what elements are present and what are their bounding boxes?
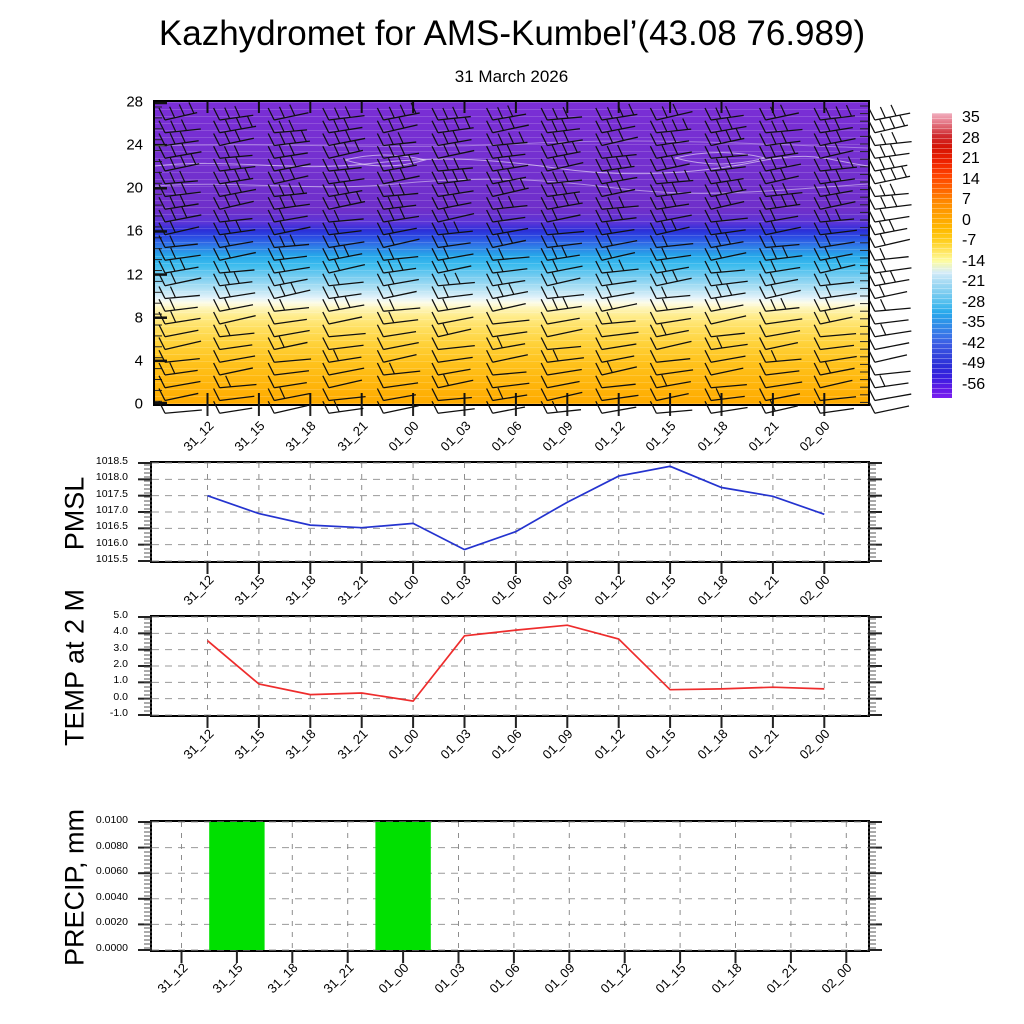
xlabel-precip: 01_03 [430, 960, 468, 997]
xlabel-pmsl: 01_00 [385, 572, 422, 609]
pmsl-axis-title: PMSL [59, 476, 90, 551]
xlabel-temp: 01_21 [745, 726, 782, 763]
temp-ytick-label: -1.0 [109, 707, 128, 719]
precip-ytick-label: 0.0060 [95, 865, 128, 878]
pmsl-ytick-label: 1017.0 [95, 504, 128, 516]
page-title: Kazhydromet for AMS-Kumbel’(43.08 76.989) [158, 14, 866, 53]
colorbar-tick-label: 21 [962, 150, 980, 168]
precip-plot [152, 822, 868, 950]
xlabel-contour: 01_18 [693, 418, 731, 455]
xlabel-precip: 01_00 [375, 960, 412, 997]
wind-barbs-layer [155, 102, 868, 404]
pmsl-ytick-label: 1017.5 [95, 487, 128, 500]
precip-ytick-label: 0.0020 [95, 916, 128, 929]
precip-ytick-label: 0.0000 [95, 942, 128, 954]
xlabel-contour: 31_21 [334, 418, 371, 455]
colorbar-tick-label: -7 [962, 232, 977, 250]
colorbar-tick-label: -42 [962, 334, 986, 352]
xlabel-contour: 01_03 [436, 418, 474, 455]
xlabel-pmsl: 01_21 [745, 572, 782, 609]
colorbar-tick-label: -56 [962, 375, 986, 393]
xlabel-temp: 01_00 [385, 726, 422, 763]
colorbar-tick-label: 14 [962, 170, 980, 188]
xlabel-temp: 01_12 [591, 726, 628, 763]
xlabel-contour: 01_09 [539, 418, 576, 455]
xlabel-pmsl: 01_06 [488, 572, 525, 609]
contour-ytick-label: 24 [126, 136, 143, 154]
xlabel-pmsl: 31_15 [231, 572, 268, 609]
pmsl-ytick-label: 1015.5 [95, 553, 128, 565]
precip-panel [150, 820, 870, 952]
temp-ytick-label: 3.0 [113, 641, 128, 654]
temp-ytick-label: 4.0 [113, 625, 128, 638]
xlabel-temp: 31_12 [179, 726, 217, 763]
precip-ytick-label: 0.0100 [95, 814, 128, 826]
xlabel-pmsl: 01_18 [693, 572, 731, 609]
xlabel-pmsl: 01_15 [642, 572, 679, 609]
xlabel-temp: 01_06 [488, 726, 525, 763]
xlabel-pmsl: 01_09 [539, 572, 576, 609]
temp-axis-title: TEMP at 2 M [59, 588, 90, 747]
contour-ytick-label: 4 [134, 352, 143, 370]
precip-bar [375, 822, 430, 950]
xlabel-pmsl: 31_18 [282, 572, 319, 609]
xlabel-contour: 01_00 [385, 418, 422, 455]
colorbar-tick-label: -49 [962, 355, 986, 373]
xlabel-contour: 31_15 [231, 418, 268, 455]
xlabel-precip: 01_15 [652, 960, 689, 997]
xlabel-contour: 31_12 [179, 418, 217, 455]
colorbar-gradient [932, 113, 952, 398]
contour-ytick-label: 16 [126, 222, 143, 240]
pmsl-ytick-label: 1016.0 [95, 536, 128, 549]
temp-ytick-label: 2.0 [113, 658, 128, 670]
contour-ytick-label: 0 [134, 395, 143, 413]
temp-ytick-label: 0.0 [113, 690, 128, 703]
contour-ytick-label: 8 [134, 309, 143, 327]
xlabel-temp: 31_15 [231, 726, 268, 763]
xlabel-precip: 01_09 [541, 960, 578, 997]
precip-ytick-label: 0.0040 [95, 890, 128, 903]
xlabel-contour: 01_15 [642, 418, 679, 455]
xlabel-precip: 31_15 [209, 960, 246, 997]
xlabel-pmsl: 01_03 [436, 572, 474, 609]
contour-ytick-label: 20 [126, 179, 143, 197]
xlabel-contour: 01_21 [745, 418, 782, 455]
temperature-height-contour-panel [153, 100, 870, 406]
precip-ytick-label: 0.0080 [95, 839, 128, 852]
precip-bar [209, 822, 264, 950]
chart-date-subtitle: 31 March 2026 [454, 67, 569, 86]
xlabel-pmsl: 31_21 [334, 572, 371, 609]
contour-ytick-label: 28 [126, 93, 143, 111]
xlabel-temp: 01_03 [436, 726, 474, 763]
precip-axis-title: PRECIP, mm [59, 808, 90, 967]
xlabel-pmsl: 31_12 [179, 572, 217, 609]
pmsl-ytick-label: 1018.0 [95, 471, 128, 484]
xlabel-precip: 31_12 [153, 960, 191, 997]
xlabel-temp: 02_00 [796, 726, 833, 763]
xlabel-contour: 01_12 [591, 418, 628, 455]
xlabel-precip: 01_06 [486, 960, 523, 997]
xlabel-temp: 01_18 [693, 726, 731, 763]
pmsl-ytick-label: 1016.5 [95, 520, 128, 533]
xlabel-pmsl: 02_00 [796, 572, 833, 609]
colorbar-tick-label: -14 [962, 252, 986, 270]
xlabel-precip: 01_21 [763, 960, 800, 997]
colorbar-tick-label: -28 [962, 293, 986, 311]
temp-ytick-label: 1.0 [113, 674, 128, 687]
xlabel-contour: 01_06 [488, 418, 525, 455]
xlabel-precip: 01_18 [707, 960, 745, 997]
xlabel-contour: 31_18 [282, 418, 319, 455]
colorbar-tick-label: -21 [962, 273, 986, 291]
xlabel-precip: 31_18 [264, 960, 301, 997]
pmsl-ytick-label: 1018.5 [95, 455, 128, 467]
xlabel-temp: 31_21 [334, 726, 371, 763]
xlabel-temp: 31_18 [282, 726, 319, 763]
colorbar-tick-label: -35 [962, 314, 986, 332]
colorbar-tick-label: 0 [962, 211, 971, 229]
xlabel-pmsl: 01_12 [591, 572, 628, 609]
xlabel-temp: 01_09 [539, 726, 576, 763]
xlabel-precip: 01_12 [597, 960, 634, 997]
xlabel-precip: 31_21 [320, 960, 357, 997]
temp-ytick-label: 5.0 [113, 609, 128, 621]
colorbar-tick-label: 28 [962, 129, 980, 147]
contour-ytick-label: 12 [126, 266, 143, 284]
xlabel-contour: 02_00 [796, 418, 833, 455]
colorbar-tick-label: 7 [962, 191, 971, 209]
xlabel-precip: 02_00 [818, 960, 855, 997]
colorbar-tick-label: 35 [962, 109, 980, 127]
xlabel-temp: 01_15 [642, 726, 679, 763]
